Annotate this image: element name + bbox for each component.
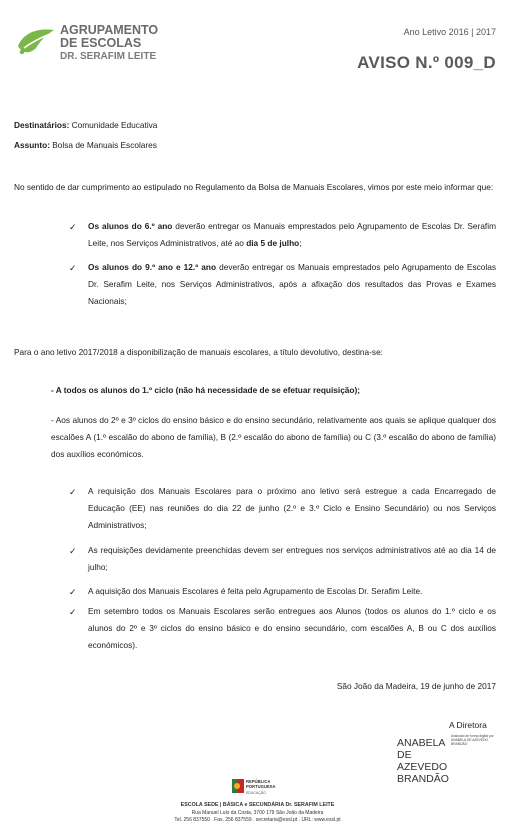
availability-paragraph: Para o ano letivo 2017/2018 a disponibilização de manuais escolares, a título devolutivo, destina-se: xyxy=(14,347,383,357)
list-item: A aquisição dos Manuais Escolares é feita pelo Agrupamento de Escolas Dr. Serafim Leite. xyxy=(88,586,423,596)
signature-name-line: ANABELA xyxy=(397,737,446,749)
digital-signature-text: Assinado de forma digital por ANABELA DE AZEVEDO BRANDÃO xyxy=(451,734,494,746)
signature-name-line: BRANDÃO xyxy=(397,773,449,785)
list-item-bold-date: dia 5 de julho xyxy=(246,238,300,248)
list-item xyxy=(88,218,496,252)
org-name-line1: AGRUPAMENTO xyxy=(60,23,159,37)
signatory-role: A Diretora xyxy=(449,720,487,730)
intro-paragraph: No sentido de dar cumprimento ao estipulado no Regulamento da Bolsa de Manuais Escolares, vimos por este meio informar que: xyxy=(14,182,494,192)
list-item-tail: ; xyxy=(299,238,302,248)
footer-contacts: Tel. 256 837550 . Fax. 256 837559 . secretaria@essl.pt . URL: www.essl.pt xyxy=(174,817,341,823)
ministry-text: EDUCAÇÃO xyxy=(246,791,266,795)
list-item: Em setembro todos os Manuais Escolares serão entregues aos Alunos (todos os alunos do 1.º ciclo e os alunos do 2º e 3º ciclos do ensino básico e do ensino secundário, com escalões A, B ou C dos auxílios económicos). xyxy=(88,606,496,650)
org-name-line2: DE ESCOLAS xyxy=(60,36,142,50)
republic-text: REPÚBLICA PORTUGUESA xyxy=(246,779,276,789)
signature-name-line: AZEVEDO xyxy=(397,761,448,773)
footer-school: ESCOLA SEDE | BÁSICA e SECUNDÁRIA Dr. SERAFIM LEITE xyxy=(180,802,335,808)
republic-logo xyxy=(232,777,288,799)
list-item: As requisições devidamente preenchidas devem ser entregues nos serviços administrativos até ao dia 14 de julho; xyxy=(88,545,496,572)
recipients-value: Comunidade Educativa xyxy=(69,120,158,130)
subject-value: Bolsa de Manuais Escolares xyxy=(49,140,157,150)
signature-name-line: DE xyxy=(397,749,412,761)
checkmark-icon: ✓ xyxy=(69,546,77,556)
subject-line xyxy=(14,137,157,154)
subject-label: Assunto: xyxy=(14,140,50,150)
org-name-line3: DR. SERAFIM LEITE xyxy=(60,51,157,62)
checkmark-icon: ✓ xyxy=(69,607,77,617)
leaf-logo-icon xyxy=(14,24,60,60)
school-year: Ano Letivo 2016 | 2017 xyxy=(403,27,496,37)
list-item-text: deverão entregar os Manuais emprestados pelo Agrupamento de Escolas Dr. Serafim Leite, nos Serviços Administrativos, após a afixação dos resultados das Provas e Exames Nacionais; xyxy=(88,262,496,306)
checkmark-icon: ✓ xyxy=(69,222,77,232)
recipients-line xyxy=(14,117,157,134)
list-item xyxy=(88,259,496,310)
coat-of-arms-icon xyxy=(232,779,244,793)
notice-number: AVISO N.º 009_D xyxy=(357,53,496,72)
list-item: A requisição dos Manuais Escolares para o próximo ano letivo será estregue a cada Encarregado de Educação (EE) nas reuniões do dia 22 de junho (2.º e 3.º Ciclo e Ensino Secundário) ou nos Serviços Administrativos; xyxy=(88,486,496,530)
checkmark-icon: ✓ xyxy=(69,487,77,497)
checkmark-icon: ✓ xyxy=(69,587,77,597)
checkmark-icon: ✓ xyxy=(69,263,77,273)
school-logo xyxy=(14,24,60,60)
place-date: São João da Madeira, 19 de junho de 2017 xyxy=(336,681,496,691)
first-cycle-line: - A todos os alunos do 1.º ciclo (não há necessidade de se efetuar requisição); xyxy=(51,385,361,395)
recipients-label: Destinatários: xyxy=(14,120,70,130)
second-third-cycle-paragraph: - Aos alunos do 2º e 3º ciclos do ensino básico e do ensino secundário, relativamente aos quais se aplique qualquer dos escalões A (1.º escalão do abono de família), B (2.º escalão do abono de família) ou C (3.º escalão do abono de família) dos auxílios económicos. xyxy=(51,415,496,459)
signature-name-block xyxy=(397,737,449,785)
list-item-text: deverão entregar os Manuais emprestados pelo Agrupamento de Escolas Dr. Serafim Leite, nos Serviços Administrativos, até ao xyxy=(88,221,496,248)
list-item-bold: Os alunos do 9.º ano e 12.º ano xyxy=(88,262,217,272)
footer-address: Rua Manuel Luís da Costa, 3700 179 São João da Madeira xyxy=(191,810,324,816)
list-item-bold: Os alunos do 6.º ano xyxy=(88,221,173,231)
